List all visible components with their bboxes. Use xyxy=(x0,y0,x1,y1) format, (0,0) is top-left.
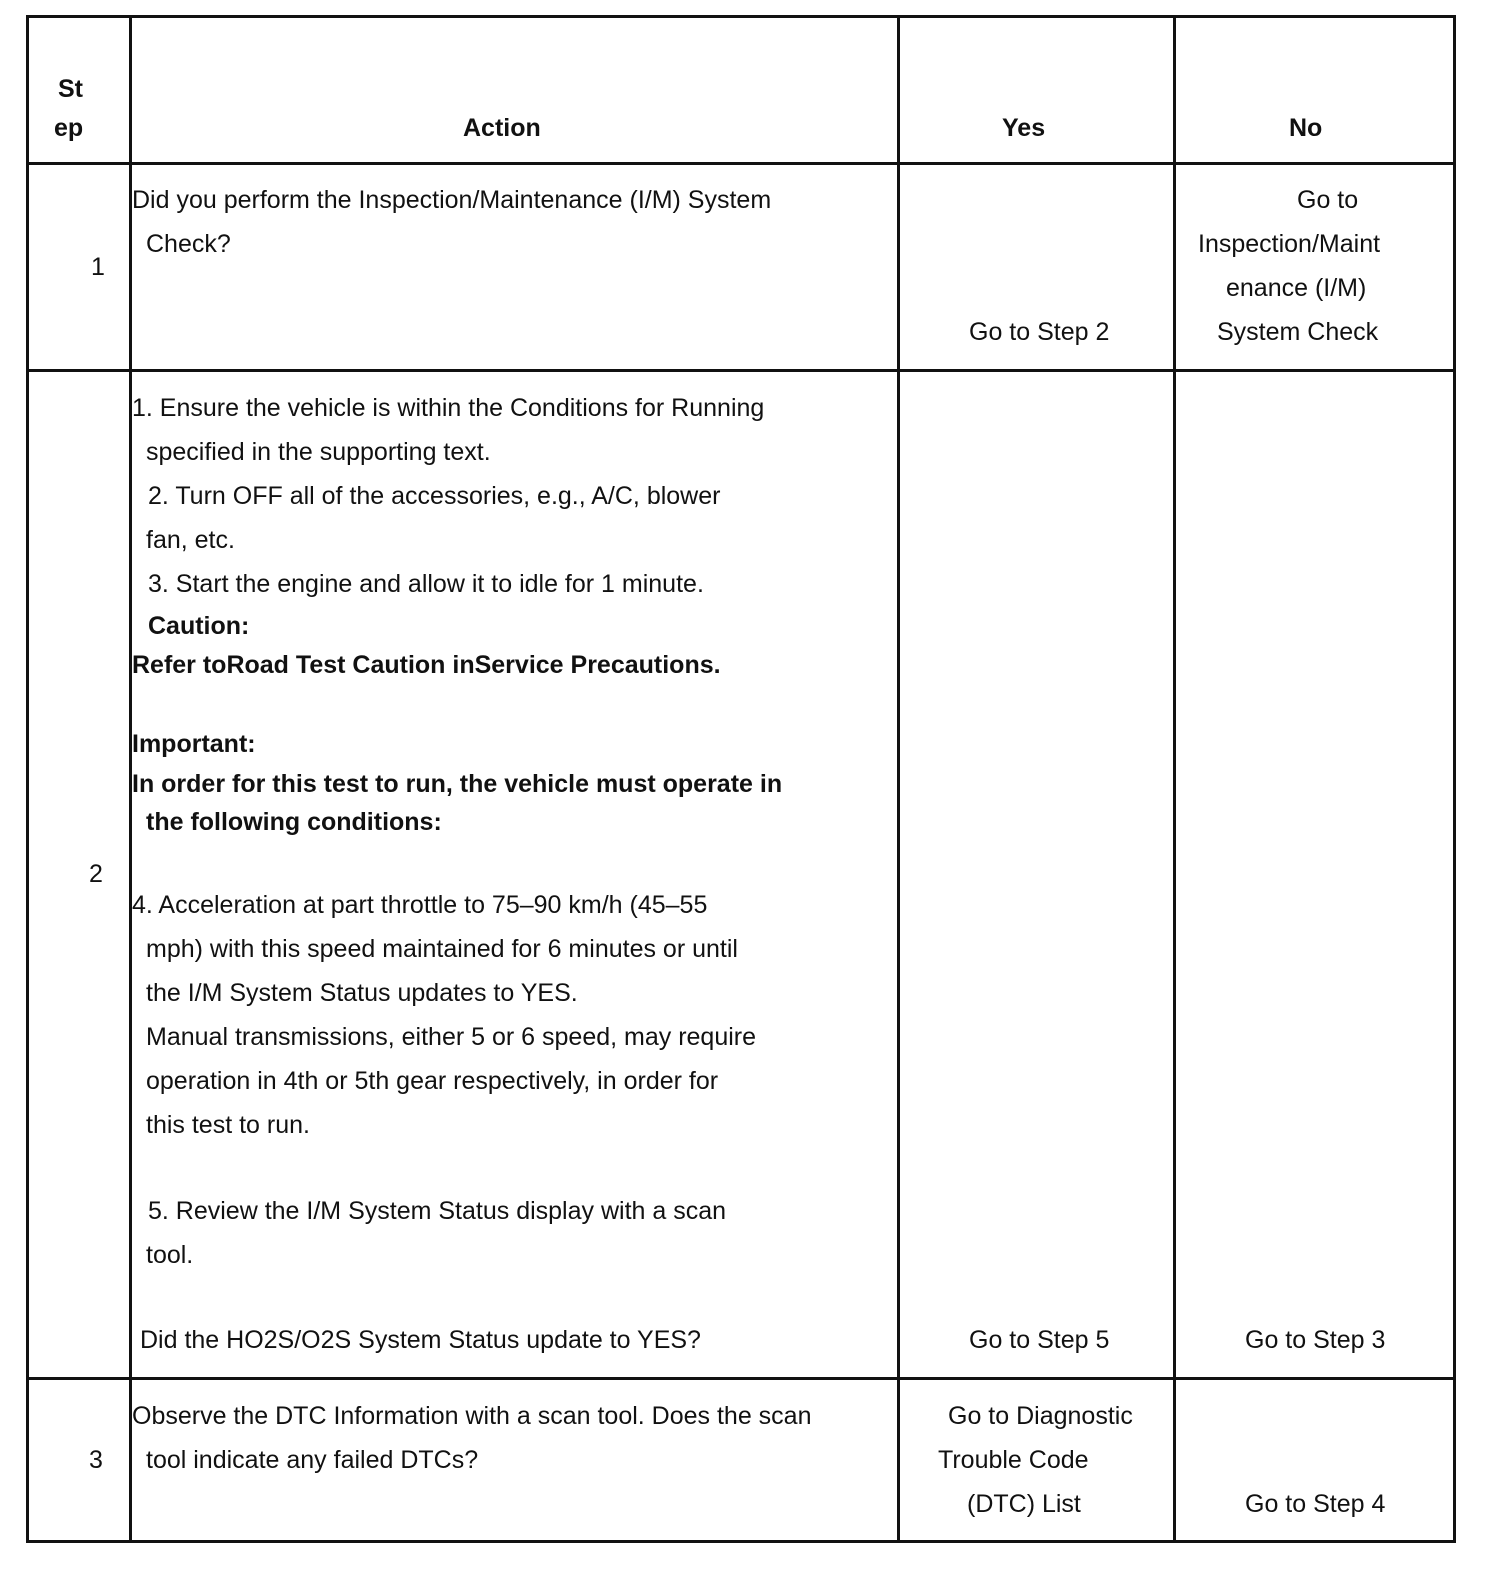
column-divider xyxy=(897,18,900,1540)
row2-step2-line1: 2. Turn OFF all of the accessories, e.g., A/C, blower xyxy=(148,482,721,510)
caution-text: Refer toRoad Test Caution inService Precautions. xyxy=(132,651,721,679)
row2-no: Go to Step 3 xyxy=(1245,1326,1386,1354)
row3-no: Go to Step 4 xyxy=(1245,1490,1386,1518)
header-yes: Yes xyxy=(1002,114,1046,142)
row1-no-line4: System Check xyxy=(1217,318,1379,346)
header-action: Action xyxy=(463,114,541,142)
row1-step: 1 xyxy=(91,253,105,281)
row2-question: Did the HO2S/O2S System Status update to YES? xyxy=(140,1326,701,1354)
row2-step4-line1: 4. Acceleration at part throttle to 75–90 km/h (45–55 xyxy=(132,891,708,919)
row1-action-line1: Did you perform the Inspection/Maintenance (I/M) System xyxy=(132,186,772,214)
important-text-line1: In order for this test to run, the vehicle must operate in xyxy=(132,770,783,798)
row3-yes-line3: (DTC) List xyxy=(967,1490,1081,1518)
row2-step: 2 xyxy=(89,860,103,888)
row2-yes: Go to Step 5 xyxy=(969,1326,1110,1354)
row1-no-line1: Go to xyxy=(1297,186,1359,214)
column-divider xyxy=(1173,18,1176,1540)
row3-step: 3 xyxy=(89,1446,103,1474)
row2-step5-line1: 5. Review the I/M System Status display with a scan xyxy=(148,1197,727,1225)
important-text-line2: the following conditions: xyxy=(146,808,442,836)
header-step-line1: St xyxy=(58,75,83,103)
row2-step4-line6: this test to run. xyxy=(146,1111,310,1139)
row2-step1-line2: specified in the supporting text. xyxy=(146,438,491,466)
header-step-line2: ep xyxy=(54,114,84,142)
row2-step5-line2: tool. xyxy=(146,1241,194,1269)
row2-step4-line5: operation in 4th or 5th gear respectively, in order for xyxy=(146,1067,719,1095)
row-divider xyxy=(29,162,1453,165)
row2-step2-line2: fan, etc. xyxy=(146,526,235,554)
row-divider xyxy=(29,1377,1453,1380)
row1-action-line2: Check? xyxy=(146,230,231,258)
row3-action-line1: Observe the DTC Information with a scan tool. Does the scan xyxy=(132,1402,812,1430)
row2-step4-line3: the I/M System Status updates to YES. xyxy=(146,979,578,1007)
row1-no-line3: enance (I/M) xyxy=(1226,274,1367,302)
header-no: No xyxy=(1289,114,1323,142)
row2-step4-line4: Manual transmissions, either 5 or 6 speed, may require xyxy=(146,1023,757,1051)
row-divider xyxy=(29,369,1453,372)
important-label: Important: xyxy=(132,730,256,758)
row1-no-line2: Inspection/Maint xyxy=(1198,230,1381,258)
row2-step1-line1: 1. Ensure the vehicle is within the Conditions for Running xyxy=(132,394,765,422)
row3-action-line2: tool indicate any failed DTCs? xyxy=(146,1446,479,1474)
row3-yes-line1: Go to Diagnostic xyxy=(948,1402,1133,1430)
row1-yes: Go to Step 2 xyxy=(969,318,1110,346)
row3-yes-line2: Trouble Code xyxy=(938,1446,1089,1474)
row2-step4-line2: mph) with this speed maintained for 6 minutes or until xyxy=(146,935,738,963)
caution-label: Caution: xyxy=(148,612,250,640)
row2-step3: 3. Start the engine and allow it to idle for 1 minute. xyxy=(148,570,704,598)
